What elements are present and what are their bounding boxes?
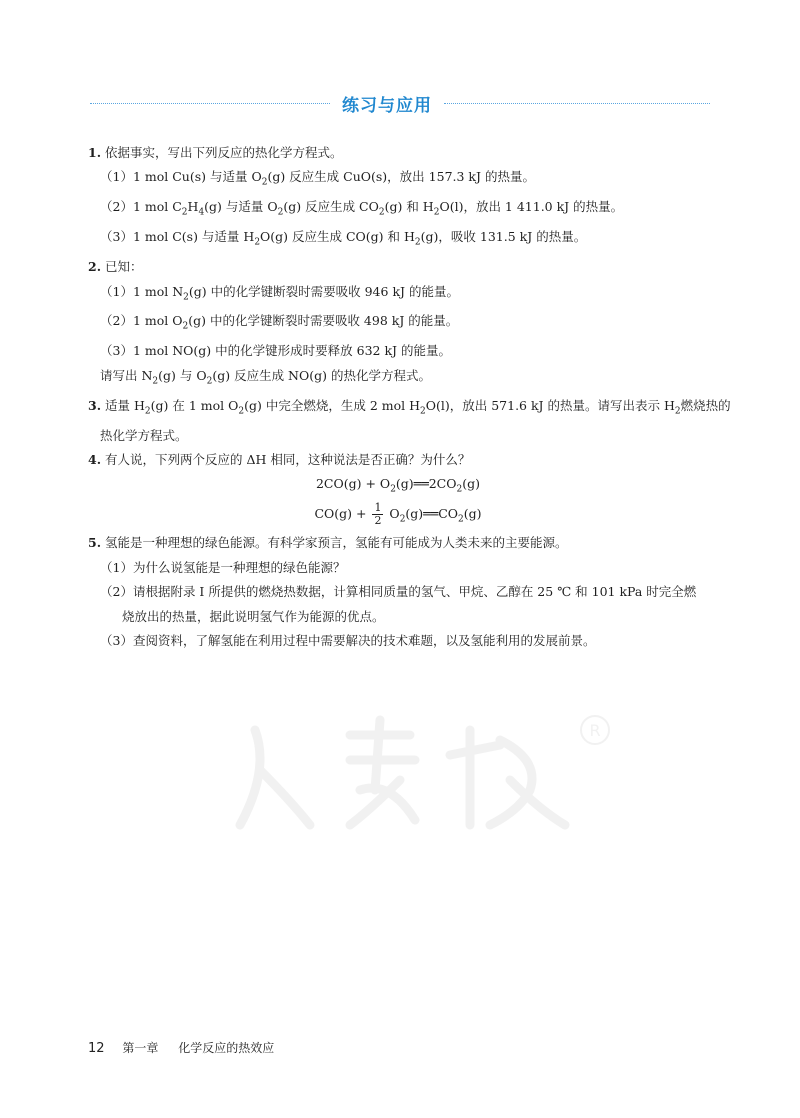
fraction: $\frac{1}{2}$	[374, 500, 382, 527]
chapter-label: 第一章	[122, 1041, 159, 1055]
question-stem: 氢能是一种理想的绿色能源。有科学家预言，氢能有可能成为人类未来的主要能源。	[105, 535, 568, 551]
question-stem: 有人说，下列两个反应的 ΔH 相同，这种说法是否正确？为什么？	[105, 451, 471, 467]
equation-2: CO(g) + $\frac{1}{2}$ $O_2(g)══CO_2(g)$	[314, 500, 482, 527]
question-2	[88, 255, 708, 279]
page-footer	[88, 1039, 274, 1056]
question-5-item-1: （1）为什么说氢能是一种理想的绿色能源？	[100, 559, 346, 575]
question-number: 2.	[88, 259, 102, 275]
question-3: 3. 适量 $H_2(g)$ 在 1 mol $O_2(g)$ 中完全燃烧，生成 2 mol $H_2O(l)$，放出 571.6 kJ 的热量。请写出表示 $H_2$燃烧热的	[88, 397, 731, 417]
question-1-item-3: （3）1 mol C(s) 与适量 $H_2O(g)$ 反应生成 CO(g) 和 $H_2(g)$，吸收 131.5 kJ 的热量。	[100, 229, 587, 248]
question-5-item-2-continued: 烧放出的热量，据此说明氢气作为能源的优点。	[122, 608, 385, 624]
question-stem: 已知：	[105, 259, 143, 275]
chapter-title: 化学反应的热效应	[178, 1041, 275, 1055]
question-number: 5.	[88, 535, 102, 551]
question-1-item-2: （2）1 mol $C_2H_4(g)$ 与适量 $O_2(g)$ 反应生成 $CO_2(g)$ 和 $H_2O(l)$，放出 1 411.0 kJ 的热量。	[100, 199, 624, 218]
svg-text:R: R	[589, 721, 601, 740]
section-header	[90, 90, 710, 118]
header-rule-left	[90, 103, 330, 104]
question-4	[88, 448, 708, 472]
question-2-item-2: （2）1 mol $O_2(g)$ 中的化学键断裂时需要吸收 498 kJ 的能量。	[100, 313, 459, 332]
equation-1: $2CO(g) + O_2(g)══2CO_2(g)$	[315, 476, 480, 495]
header-rule-right	[444, 103, 710, 104]
question-2-item-1: （1）1 mol $N_2(g)$ 中的化学键断裂时需要吸收 946 kJ 的能量。	[100, 283, 459, 303]
page-number: 12	[88, 1041, 105, 1056]
question-3-continued: 热化学方程式。	[100, 427, 188, 443]
question-1	[88, 141, 708, 165]
question-2-item-3: （3）1 mol NO(g) 中的化学键形成时要释放 632 kJ 的能量。	[100, 343, 452, 359]
question-2-ask: 请写出 $N_2(g)$ 与 $O_2(g)$ 反应生成 NO(g) 的热化学方程式。	[100, 367, 431, 387]
question-1-item-1: （1）1 mol Cu(s) 与适量 $O_2(g)$ 反应生成 CuO(s)，放出 157.3 kJ 的热量。	[100, 169, 535, 188]
exercise-list	[88, 141, 731, 653]
section-title: 练习与应用	[342, 96, 432, 116]
question-stem: 依据事实，写出下列反应的热化学方程式。	[105, 145, 343, 160]
question-number: 1.	[88, 145, 102, 160]
question-5-item-3: （3）查阅资料，了解氢能在利用过程中需要解决的技术难题，以及氢能利用的发展前景。	[100, 633, 596, 648]
question-5	[88, 531, 708, 555]
publisher-watermark	[200, 700, 620, 840]
question-5-item-2: （2）请根据附录 I 所提供的燃烧热数据，计算相同质量的氢气、甲烷、乙醇在 25 ℃ 和 101 kPa 时完全燃	[100, 584, 697, 600]
question-number: 3.	[88, 397, 102, 413]
question-number: 4.	[88, 451, 102, 467]
